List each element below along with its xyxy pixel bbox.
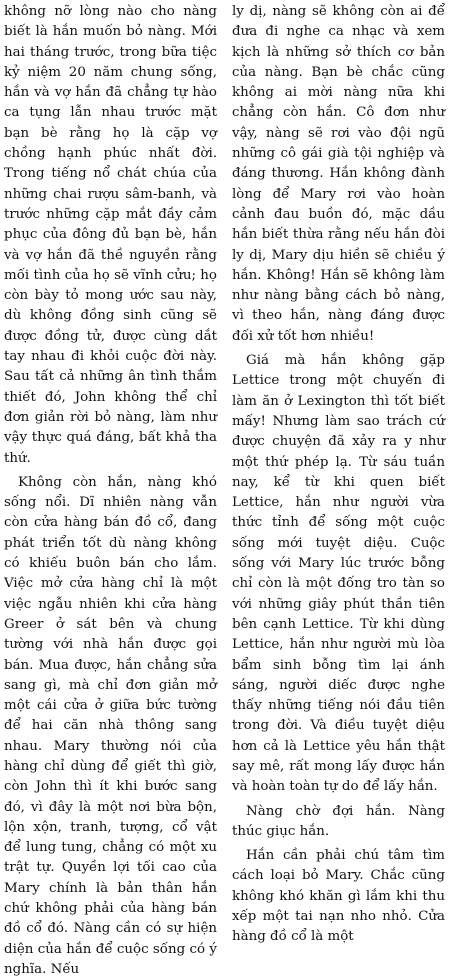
left-column — [4, 2, 217, 980]
paragraph: Không còn hắn, nàng khó sống nổi. Dĩ nhiên nàng vẫn còn cửa hàng bán đồ cổ, đang phát triển tốt dù nàng không có khiếu buôn bán cho lắm. Việc mở cửa hàng chỉ là một việc ngẫu nhiên khi cửa hàng Greer ở sát bên và chung tường với nhà hắn được gọi bán. Mua được, hắn chẳng sửa sang gì, mà chỉ đơn giản mở một cái cửa ở giữa bức tường để hai căn nhà thông sang nhau. Mary thường nói của hàng chỉ dùng để giết thì giờ, còn John thì ít khi bước sang đó, vì đây là một nơi bừa bộn, lộn xộn, tranh, tượng, cổ vật để lung tung, chẳng có một xu trật tự. Quyền lợi tối cao của Mary chính là bản thân hắn chứ không phải của hàng bán đồ cổ đó. Nàng cần có sự hiện diện của hắn để cuộc sống có ý nghĩa. Nếu — [4, 474, 217, 977]
right-column — [232, 2, 445, 948]
paragraph: ly dị, nàng sẽ không còn ai để đưa đi nghe ca nhạc và xem kịch là những sở thích cơ bản của nàng. Bạn bè chắc cũng không ai mời nàng nữa khi chẳng còn hắn. Cô đơn như vậy, nàng sẽ rơi vào đội ngũ những cô gái già tội nghiệp và đáng thương. Hắn không đành lòng để Mary rơi vào hoàn cảnh đau buồn đó, mặc dầu hắn biết thừa rằng nếu hắn đòi ly dị, Mary dịu hiền sẽ chiều ý hắn. Không! Hắn sẽ không làm như nàng bằng cách bỏ nàng, vì theo hắn, nàng đáng được đối xử tốt hơn nhiều! — [232, 4, 445, 344]
paragraph: Giá mà hắn không gặp Lettice trong một chuyến đi làm ăn ở Lexington thì tốt biết mấy! Nhưng làm sao trách cứ được chuyện đã xảy ra y như một thứ phép lạ. Từ sáu tuần nay, kể từ khi quen biết Lettice, hắn như người vừa thức tỉnh để sống một cuộc sống mới tuyệt diệu. Cuộc sống với Mary lúc trước bỗng chỉ còn là một đống tro tàn so với những giây phút thần tiên bên cạnh Lettice. Từ khi dùng Lettice, hắn như người mù lòa bẩm sinh bỗng tìm lại ánh sáng, người diếc được nghe thấy những tiếng nói đầu tiên trong đời. Và điều tuyệt diệu hơn cả là Lettice yêu hắn thật say mê, rất mong lấy được hắn và hoàn toàn tự do để lấy hắn. — [232, 353, 445, 795]
paragraph: Hắn cần phải chú tâm tìm cách loại bỏ Mary. Chắc cũng không khó khăn gì lắm khi thu xếp một tai nạn nho nhỏ. Cửa hàng đồ cổ là một — [232, 848, 445, 945]
paragraph: Nàng chờ đợi hắn. Nàng thúc giục hắn. — [232, 803, 445, 839]
paragraph: không nỡ lòng nào cho nàng biết là hắn muốn bỏ nàng. Mới hai tháng trước, trong bữa tiệc kỷ niệm 20 năm chung sống, hắn và vợ hắn đã chẳng tự hào ca tụng lẫn nhau trước mặt bạn bè rằng họ là cặp vợ chồng hạnh phúc nhất đời. Trong tiếng nổ chát chúa của những chai rượu sâm-banh, và trước những cặp mắt đầy cảm phục của đông đủ bạn bè, hắn và vợ hắn đã thề nguyền rằng mối tình của họ sẽ vĩnh cửu; họ còn bày tỏ mong ước sau này, dù không đồng sinh cũng sẽ được đồng tử, được cùng dắt tay nhau đi khỏi cuộc đời này. Sau tất cả những ân tình thắm thiết đó, John không thể chỉ đơn giản rời bỏ nàng, làm như vậy thực quá đáng, bất khả tha thứ. — [4, 4, 217, 466]
